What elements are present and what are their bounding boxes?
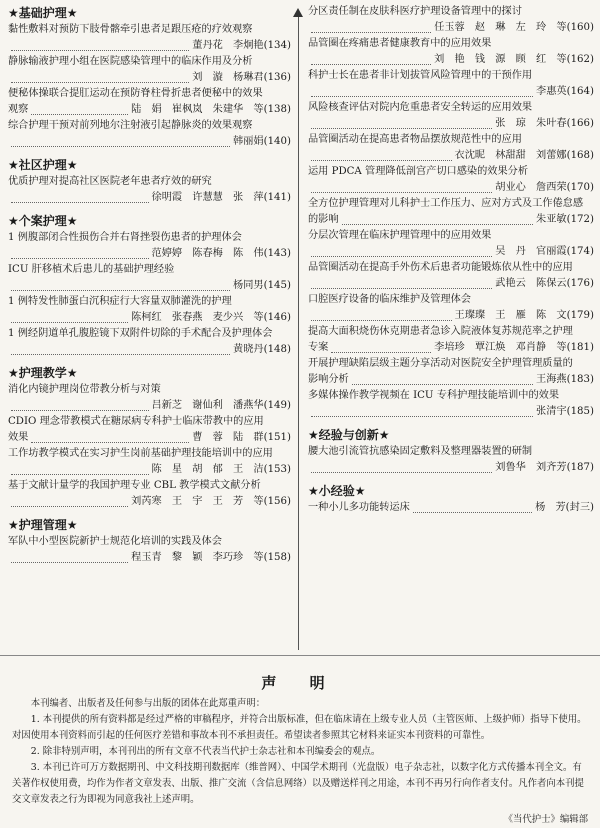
page-number: (146) bbox=[263, 312, 291, 323]
toc-right-column bbox=[308, 4, 594, 516]
toc-entry bbox=[8, 22, 291, 54]
dot-leader bbox=[11, 145, 230, 147]
page-number: (149) bbox=[263, 400, 291, 411]
page-number: (168) bbox=[566, 150, 594, 161]
toc-entry bbox=[308, 4, 594, 36]
page-number: (160) bbox=[566, 22, 594, 33]
page-number: (143) bbox=[263, 248, 291, 259]
article-authors: 刘鲁华 刘齐芳 bbox=[495, 462, 567, 473]
article-meta-line bbox=[8, 342, 291, 358]
article-meta-line bbox=[308, 404, 594, 420]
up-arrow-icon bbox=[293, 8, 303, 17]
article-authors: 刘芮寒 王 宇 王 芳 等 bbox=[131, 496, 264, 507]
page-number: (183) bbox=[566, 374, 594, 385]
dot-leader bbox=[311, 127, 492, 129]
statement-intro: 本刊编者、出版者及任何参与出版的团体在此郑重声明： bbox=[30, 698, 266, 709]
dot-leader bbox=[11, 257, 149, 259]
article-meta-line bbox=[8, 102, 291, 118]
article-meta-line bbox=[8, 70, 291, 86]
toc-entry bbox=[308, 292, 594, 324]
page-number: (166) bbox=[566, 118, 594, 129]
dot-leader bbox=[11, 473, 149, 475]
dot-leader bbox=[311, 415, 533, 417]
toc-entry bbox=[308, 324, 594, 356]
statement-section bbox=[0, 655, 600, 824]
article-title: 科护士长在患者非计划拔管风险管理中的干预作用 bbox=[308, 70, 533, 81]
dot-leader bbox=[11, 353, 230, 355]
dot-leader bbox=[311, 471, 492, 473]
article-authors: 陈柯红 张春燕 麦少兴 等 bbox=[131, 312, 264, 323]
page-number: (148) bbox=[263, 344, 291, 355]
article-meta-line bbox=[8, 494, 291, 510]
article-meta-line bbox=[8, 310, 291, 326]
toc-entry bbox=[308, 36, 594, 68]
page-number: (153) bbox=[263, 464, 291, 475]
article-title: CDIO 理念带教模式在糖尿病专科护士临床带教中的应用 bbox=[8, 416, 264, 427]
toc-entry bbox=[8, 86, 291, 118]
article-meta-line bbox=[8, 398, 291, 414]
article-authors: 李培珍 覃江焕 邓肖静 等 bbox=[434, 342, 567, 353]
dot-leader bbox=[311, 319, 452, 321]
article-title: 静脉输液护理小组在医院感染管理中的临床作用及分析 bbox=[8, 56, 253, 67]
article-meta-line bbox=[308, 340, 594, 356]
article-title: 1 例腹部闭合性损伤合并右肾挫裂伤患者的护理体会 bbox=[8, 232, 242, 243]
toc-entry bbox=[308, 356, 594, 388]
dot-leader bbox=[11, 289, 230, 291]
article-authors: 刘 漩 杨琳君 bbox=[192, 72, 264, 83]
article-title-continuation: 专案 bbox=[308, 342, 329, 353]
article-meta-line bbox=[8, 462, 291, 478]
article-title: 1 例特发性肺蛋白沉积症行大容量双肺灌洗的护理 bbox=[8, 296, 232, 307]
dot-leader bbox=[311, 191, 492, 193]
article-authors: 王海燕 bbox=[536, 374, 567, 385]
article-authors: 徐明霞 许慧慧 张 萍 bbox=[151, 192, 264, 203]
toc-entry bbox=[8, 118, 291, 150]
toc-entry bbox=[308, 164, 594, 196]
article-title: 优质护理对提高社区医院老年患者疗效的研究 bbox=[8, 176, 212, 187]
page-number: (158) bbox=[263, 552, 291, 563]
editorial-signature: 《当代护士》编辑部 bbox=[503, 814, 588, 825]
article-title: 分区责任制在皮肤科医疗护理设备管理中的探讨 bbox=[308, 6, 522, 17]
section-heading: ★护理管理★ bbox=[8, 518, 78, 532]
dot-leader bbox=[11, 81, 189, 83]
page-number: (138) bbox=[263, 104, 291, 115]
toc-entry bbox=[308, 132, 594, 164]
toc-entry bbox=[8, 382, 291, 414]
article-meta-line bbox=[308, 84, 594, 100]
article-authors: 衣沈昵 林甜甜 刘蕾娜 bbox=[454, 150, 567, 161]
page-number: (156) bbox=[263, 496, 291, 507]
section-heading: ★个案护理★ bbox=[8, 214, 78, 228]
toc-entry bbox=[308, 444, 594, 476]
section-heading: ★小经验★ bbox=[308, 484, 366, 498]
column-divider bbox=[298, 10, 299, 650]
page-number: (151) bbox=[263, 432, 291, 443]
dot-leader bbox=[311, 31, 431, 33]
section-heading: ★基础护理★ bbox=[8, 6, 78, 20]
page-number: (140) bbox=[263, 136, 291, 147]
article-authors: 陈 星 胡 郁 王 洁 bbox=[151, 464, 264, 475]
toc-entry bbox=[8, 262, 291, 294]
page-number: (封三) bbox=[565, 502, 594, 513]
statement-item: 2. 除非特别声明，本刊刊出的所有文章不代表当代护士杂志社和本刊编委会的观点。 bbox=[30, 746, 381, 757]
page-number: (164) bbox=[566, 86, 594, 97]
page-number: (174) bbox=[566, 246, 594, 257]
article-meta-line bbox=[8, 430, 291, 446]
article-title-continuation: 的影响 bbox=[308, 214, 339, 225]
article-title-continuation: 影响分析 bbox=[308, 374, 349, 385]
page-number: (181) bbox=[566, 342, 594, 353]
toc-entry bbox=[308, 500, 594, 516]
article-title: 全方位护理管理对儿科护士工作压力、应对方式及工作倦怠感 bbox=[308, 198, 584, 209]
article-authors: 吕新芝 谢仙利 潘燕华 bbox=[151, 400, 264, 411]
article-title: 风险核查评估对院内危重患者安全转运的应用效果 bbox=[308, 102, 533, 113]
dot-leader bbox=[311, 159, 452, 161]
dot-leader bbox=[31, 441, 189, 443]
article-title: 1 例经阴道单孔腹腔镜下双附件切除的手术配合及护理体会 bbox=[8, 328, 273, 339]
article-title: 腰大池引流管抗感染固定敷料及整理器装置的研制 bbox=[308, 446, 533, 457]
page-number: (141) bbox=[263, 192, 291, 203]
toc-entry bbox=[8, 414, 291, 446]
article-meta-line bbox=[308, 52, 594, 68]
dot-leader bbox=[331, 351, 431, 353]
article-title-continuation: 效果 bbox=[8, 432, 29, 443]
toc-entry bbox=[8, 54, 291, 86]
article-meta-line bbox=[308, 212, 594, 228]
article-authors: 杨 芳 bbox=[535, 502, 566, 513]
article-title: 军队中小型医院新护士规范化培训的实践及体会 bbox=[8, 536, 222, 547]
article-title: 基于文献计量学的我国护理专业 CBL 教学模式文献分析 bbox=[8, 480, 261, 491]
page-number: (170) bbox=[566, 182, 594, 193]
dot-leader bbox=[311, 63, 431, 65]
toc-entry bbox=[8, 326, 291, 358]
toc-entry bbox=[8, 478, 291, 510]
article-authors: 杨同男 bbox=[233, 280, 264, 291]
article-meta-line bbox=[8, 38, 291, 54]
article-authors: 任玉蓉 赵 琳 左 玲 等 bbox=[434, 22, 567, 33]
article-authors: 曹 蓉 陆 群 bbox=[192, 432, 264, 443]
dot-leader bbox=[311, 255, 492, 257]
article-title: 品管圈在疼痛患者健康教育中的应用效果 bbox=[308, 38, 492, 49]
article-meta-line bbox=[8, 134, 291, 150]
article-meta-line bbox=[308, 500, 594, 516]
article-meta-line bbox=[8, 550, 291, 566]
dot-leader bbox=[31, 113, 128, 115]
article-authors: 刘 艳 钱 源 顾 红 等 bbox=[434, 54, 567, 65]
page-number: (136) bbox=[263, 72, 291, 83]
page-number: (145) bbox=[263, 280, 291, 291]
section-heading: ★护理教学★ bbox=[8, 366, 78, 380]
article-meta-line bbox=[8, 190, 291, 206]
toc-entry bbox=[8, 174, 291, 206]
article-authors: 程玉青 黎 颖 李巧珍 等 bbox=[131, 552, 264, 563]
article-title: 多媒体操作教学视频在 ICU 专科护理技能培训中的效果 bbox=[308, 390, 560, 401]
article-meta-line bbox=[8, 246, 291, 262]
article-meta-line bbox=[308, 308, 594, 324]
article-title: 口腔医疗设备的临床维护及管理体会 bbox=[308, 294, 471, 305]
article-authors: 韩丽娟 bbox=[233, 136, 264, 147]
statement-title: 声 明 bbox=[261, 674, 339, 692]
article-meta-line bbox=[308, 148, 594, 164]
article-title-continuation: 观察 bbox=[8, 104, 29, 115]
toc-left-column bbox=[8, 4, 291, 566]
page-number: (134) bbox=[263, 40, 291, 51]
article-title: 便秘体操联合提肛运动在预防脊柱骨折患者便秘中的效果 bbox=[8, 88, 263, 99]
statement-body bbox=[0, 696, 600, 808]
section-heading: ★社区护理★ bbox=[8, 158, 78, 172]
dot-leader bbox=[413, 511, 532, 513]
article-title: 消化内镜护理岗位带教分析与对策 bbox=[8, 384, 161, 395]
statement-item: 3. 本刊已许可万方数据期刊、中文科技期刊数据库（维普网）、中国学术期刊（光盘版）电子杂志社，以数字化方式传播本刊全文。有关著作权使用费，均作为作者文章发表、出版、推广交流（含信息网络）以及赠送样刊之用途，本刊不再另行向作者支付。凡作者向本刊提交文章发表之行为即视为同意我社上述声明。 bbox=[12, 762, 584, 805]
article-meta-line bbox=[308, 20, 594, 36]
toc-entry bbox=[8, 230, 291, 262]
toc-entry bbox=[8, 294, 291, 326]
toc-entry bbox=[8, 534, 291, 566]
article-meta-line bbox=[308, 276, 594, 292]
article-authors: 李惠英 bbox=[536, 86, 567, 97]
article-title: 黏性敷料对预防下肢骨髂牵引患者足跟压疮的疗效观察 bbox=[8, 24, 253, 35]
page-number: (185) bbox=[566, 406, 594, 417]
dot-leader bbox=[11, 321, 128, 323]
section-heading: ★经验与创新★ bbox=[308, 428, 390, 442]
page-number: (162) bbox=[566, 54, 594, 65]
article-authors: 董丹花 李炯艳 bbox=[192, 40, 264, 51]
article-authors: 范婷婷 陈春梅 陈 伟 bbox=[151, 248, 264, 259]
toc-entry bbox=[8, 446, 291, 478]
article-title: 工作坊教学模式在实习护生岗前基础护理技能培训中的应用 bbox=[8, 448, 273, 459]
article-title: ICU 肝移植术后患儿的基础护理经验 bbox=[8, 264, 175, 275]
article-meta-line bbox=[308, 244, 594, 260]
article-meta-line bbox=[308, 180, 594, 196]
article-title: 开展护理缺陷层级主题分享活动对医院安全护理管理质量的 bbox=[308, 358, 573, 369]
page-number: (179) bbox=[566, 310, 594, 321]
article-authors: 张 琼 朱叶春 bbox=[495, 118, 567, 129]
article-meta-line bbox=[308, 372, 594, 388]
page-number: (187) bbox=[566, 462, 594, 473]
page-number: (172) bbox=[566, 214, 594, 225]
toc-entry bbox=[308, 196, 594, 228]
toc-entry bbox=[308, 228, 594, 260]
article-authors: 陆 娟 崔枫岚 朱建华 等 bbox=[131, 104, 264, 115]
dot-leader bbox=[352, 383, 533, 385]
toc-entry bbox=[308, 100, 594, 132]
article-meta-line bbox=[8, 278, 291, 294]
toc-entry bbox=[308, 388, 594, 420]
article-title: 提高大面积烧伤休克期患者急诊入院液体复苏规范率之护理 bbox=[308, 326, 573, 337]
article-authors: 黄晓丹 bbox=[233, 344, 264, 355]
article-authors: 武艳云 陈保云 bbox=[495, 278, 567, 289]
toc-entry bbox=[308, 68, 594, 100]
article-title: 综合护理干预对前列地尔注射液引起静脉炎的效果观察 bbox=[8, 120, 253, 131]
article-meta-line bbox=[308, 116, 594, 132]
statement-item: 1. 本刊提供的所有资料都是经过严格的审稿程序，并符合出版标准，但在临床请在上级专业人员（主管医师、上级护师）指导下使用。对因使用本刊资料而引起的任何医疗差错和事故本刊不承担责任。希望读者参照其它材料来证实本刊资料的可靠性。 bbox=[12, 714, 587, 741]
article-authors: 朱亚敏 bbox=[536, 214, 567, 225]
article-title: 运用 PDCA 管理降低剖宫产切口感染的效果分析 bbox=[308, 166, 529, 177]
dot-leader bbox=[11, 201, 149, 203]
dot-leader bbox=[11, 505, 128, 507]
page-number: (176) bbox=[566, 278, 594, 289]
dot-leader bbox=[11, 561, 128, 563]
article-title: 品管圈活动在提高患者物品摆放规范性中的应用 bbox=[308, 134, 522, 145]
article-authors: 胡业心 詹西荣 bbox=[495, 182, 567, 193]
article-meta-line bbox=[308, 460, 594, 476]
article-title-continuation: 一种小儿多功能转运床 bbox=[308, 502, 410, 513]
article-authors: 吴 丹 官丽霞 bbox=[495, 246, 567, 257]
toc-entry bbox=[308, 260, 594, 292]
article-title: 分层次管理在临床护理管理中的应用效果 bbox=[308, 230, 492, 241]
article-authors: 张清宇 bbox=[536, 406, 567, 417]
dot-leader bbox=[311, 95, 533, 97]
dot-leader bbox=[342, 223, 533, 225]
article-title: 品管圈活动在提高手外伤术后患者功能锻炼依从性中的应用 bbox=[308, 262, 573, 273]
dot-leader bbox=[11, 409, 149, 411]
dot-leader bbox=[311, 287, 492, 289]
article-authors: 王璨璨 王 雁 陈 文 bbox=[454, 310, 567, 321]
dot-leader bbox=[11, 49, 189, 51]
